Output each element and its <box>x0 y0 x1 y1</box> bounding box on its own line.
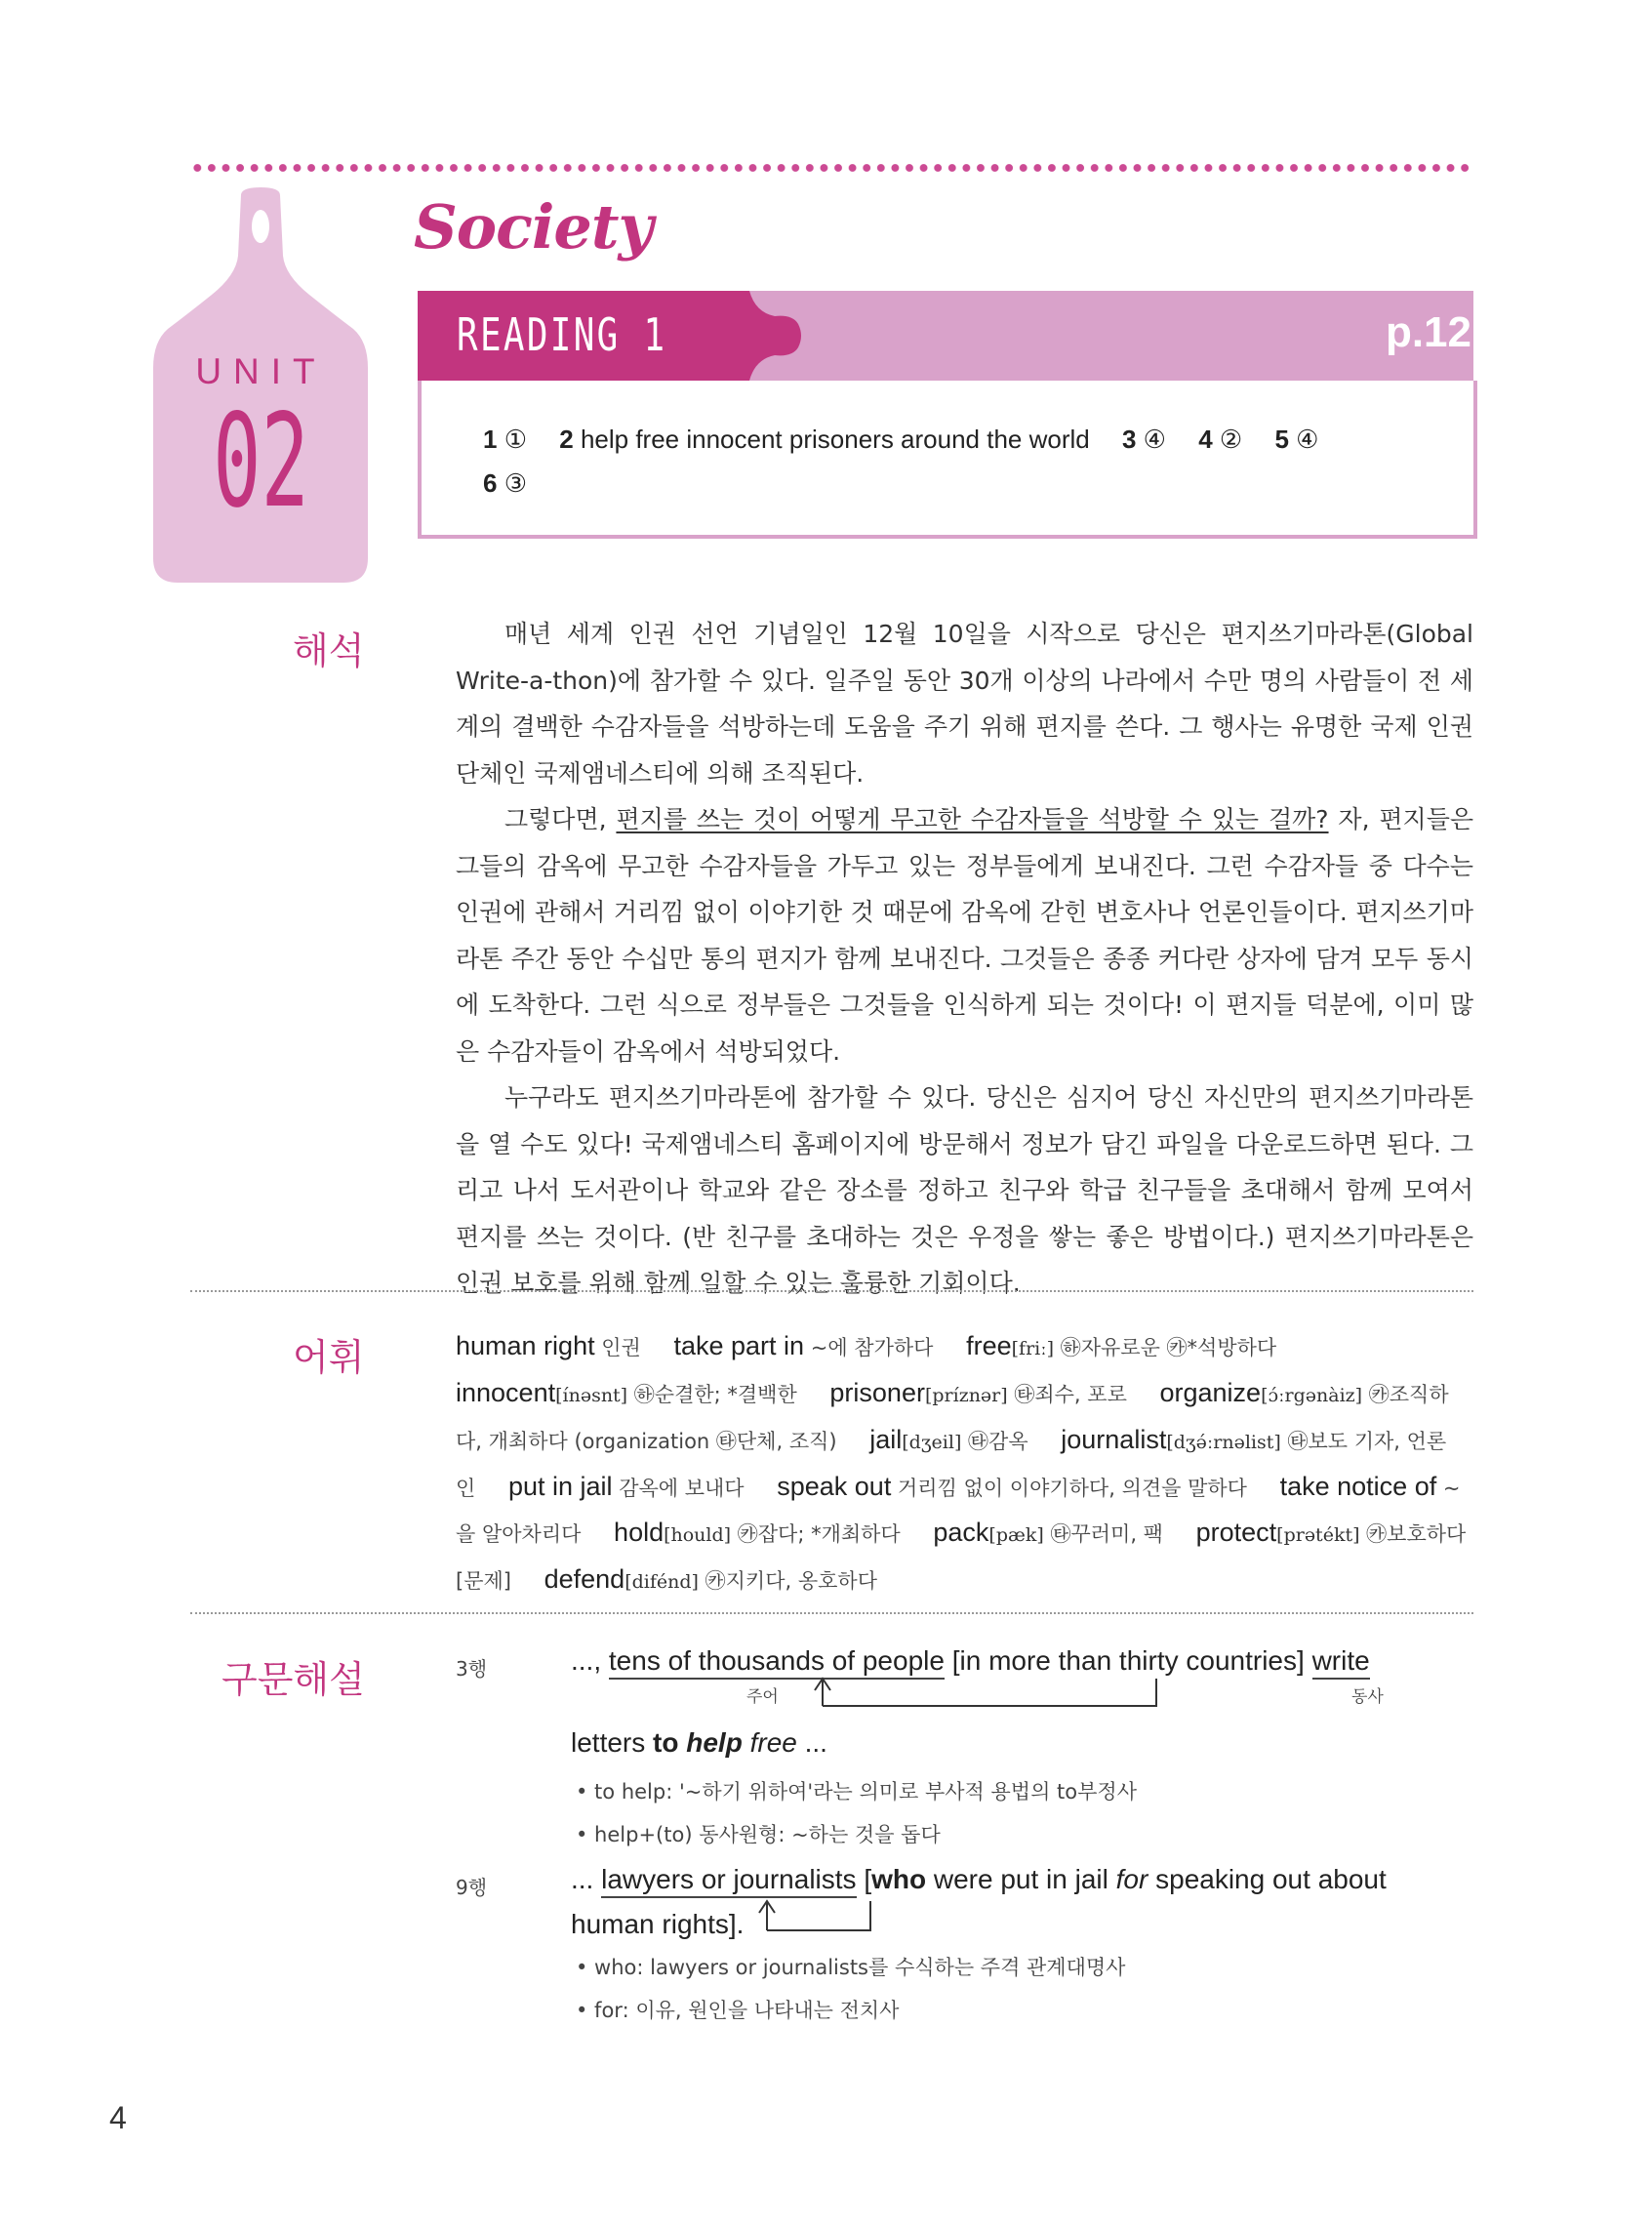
vocab-item <box>544 1566 877 1594</box>
vocab-meaning: ~을 알아차리다 <box>456 1477 1461 1546</box>
vocab-meaning: ㉸지키다, 옹호하다 <box>698 1569 877 1593</box>
vocab-word: hold <box>614 1518 665 1547</box>
answer-value: ② <box>1219 425 1243 454</box>
top-dotted-rule <box>190 164 1473 172</box>
syntax-note: • help+(to) 동사원형: ~하는 것을 돕다 <box>576 1823 941 1846</box>
verb-tag: 동사 <box>1351 1687 1384 1707</box>
syntax-note: • to help: '~하기 위하여'라는 의미로 부사적 용법의 to부정사 <box>576 1780 1137 1803</box>
answer-list <box>483 418 1318 506</box>
vocab-meaning: 인권 <box>594 1336 641 1359</box>
answer-number: 4 <box>1198 425 1213 454</box>
relative-clause-arrow <box>753 1897 880 1932</box>
modifier-arrow <box>805 1677 1166 1708</box>
answer-number: 1 <box>483 425 498 454</box>
unit-label: UNIT <box>195 351 327 391</box>
vocab-item <box>508 1474 745 1501</box>
vocab-pronunciation: [príznər] <box>924 1385 1008 1406</box>
answer-number: 5 <box>1274 425 1289 454</box>
answer-number: 2 <box>559 425 574 454</box>
syntax-note: • for: 이유, 원인을 나타내는 전치사 <box>576 1999 900 2022</box>
vocab-pronunciation: [friː] <box>1011 1338 1055 1359</box>
translation-paragraph: 누구라도 편지쓰기마라톤에 참가할 수 있다. 당신은 심지어 당신 자신만의 편지쓰기마라톤을 열 수도 있다! 국제앰네스티 홈페이지에 방문해서 정보가 담긴 파일을 다운로드하면 된다. 그리고 나서 도서관이나 학교와 같은 장소를 정하고 친구와 학급 친구들을 초대해서 함께 모여서 편지를 쓰는 것이다. (반 친구를 초대하는 것은 우정을 쌓는 좋은 방법이다.) 편지쓰기마라톤은 인권 보호를 위해 함께 일할 수 있는 훌륭한 기회이다. <box>456 1083 1473 1297</box>
answer-value: ① <box>504 425 528 454</box>
unit-number: 02 <box>213 386 309 537</box>
vocab-pronunciation: [ínəsnt] <box>555 1385 628 1406</box>
section-divider <box>190 1290 1473 1292</box>
vocab-word: take notice of <box>1279 1472 1437 1501</box>
vocab-pronunciation: [dʒeil] <box>902 1432 962 1453</box>
subject-phrase: tens of thousands of people <box>609 1645 945 1680</box>
vocab-meaning: ㉸조직하다, 개최하다 (organization ㉹단체, 조직) <box>456 1383 1449 1453</box>
translation-body <box>456 611 1473 1307</box>
vocab-meaning: ㉻순결한; *결백한 <box>627 1383 797 1406</box>
answer-value: ④ <box>1143 425 1166 454</box>
syntax-heading: 구문해설 <box>222 1658 365 1701</box>
vocab-word: jail <box>869 1425 903 1454</box>
vocab-meaning: ~에 참가하다 <box>804 1336 934 1359</box>
vocab-word: free <box>966 1331 1012 1360</box>
syntax-sentence-2: ... lawyers or journalists [who were put in jail for speaking out about <box>571 1864 1387 1895</box>
reading-label: READING 1 <box>457 308 667 361</box>
verb-word: write <box>1312 1645 1370 1680</box>
answer-value: ④ <box>1296 425 1319 454</box>
vocab-pronunciation: [ɔ́ːrgənàiz] <box>1261 1385 1363 1406</box>
vocab-word: take part in <box>673 1331 805 1360</box>
vocab-item <box>673 1333 933 1360</box>
answer-value: ③ <box>504 468 528 498</box>
syntax-sentence-1-cont: letters to help free ... <box>571 1727 827 1758</box>
syntax-sentence-2-cont: human rights]. <box>571 1909 745 1939</box>
translation-paragraph: 그렇다면, 편지를 쓰는 것이 어떻게 무고한 수감자들을 석방할 수 있는 걸까? 자, 편지들은 그들의 감옥에 무고한 수감자들을 가두고 있는 정부들에게 보내진다. 그런 수감자들 중 다수는 인권에 관해서 거리낌 없이 이야기한 것 때문에 감옥에 갇힌 변호사나 언론인들이다. 편지쓰기마라톤 주간 동안 수십만 통의 편지가 함께 보내진다. 그것들은 종종 커다란 상자에 담겨 모두 동시에 도착한다. 그런 식으로 정부들은 그것들을 인식하게 되는 것이다! 이 편지들 덕분에, 이미 많은 수감자들이 감옥에서 석방되었다. <box>456 805 1474 1066</box>
line-number: 3행 <box>456 1657 488 1681</box>
translation-heading: 해석 <box>293 629 365 672</box>
vocab-item <box>869 1427 1027 1454</box>
vocab-word: prisoner <box>829 1378 925 1407</box>
vocab-pronunciation: [dʒə́ːrnəlist] <box>1166 1432 1281 1453</box>
vocab-word: pack <box>933 1518 989 1547</box>
vocab-meaning: ㉻자유로운 ㉸*석방하다 <box>1054 1336 1277 1359</box>
vocab-item <box>933 1520 1163 1547</box>
answer-number: 3 <box>1121 425 1137 454</box>
vocab-word: speak out <box>777 1472 892 1501</box>
translation-paragraph: 매년 세계 인권 선언 기념일인 12월 10일을 시작으로 당신은 편지쓰기마라톤(Global Write-a-thon)에 참가할 수 있다. 일주일 동안 30개 이상의 나라에서 수만 명의 사람들이 전 세계의 결백한 수감자들을 석방하는데 도움을 주기 위해 편지를 쓴다. 그 행사는 유명한 국제 인권 단체인 국제앰네스티에 의해 조직된다. <box>456 620 1473 788</box>
page-reference: p.12 <box>1385 308 1471 356</box>
vocab-word: innocent <box>456 1378 556 1407</box>
vocab-item <box>829 1380 1126 1407</box>
vocab-meaning: ㉹감옥 <box>961 1430 1028 1453</box>
vocab-item <box>456 1380 797 1407</box>
vocab-meaning: ㉹꾸러미, 팩 <box>1043 1522 1163 1546</box>
vocab-word: protect <box>1195 1518 1277 1547</box>
vocab-meaning: ㉸보호하다 [문제] <box>456 1522 1467 1593</box>
vocab-meaning: 거리낌 없이 이야기하다, 의견을 말하다 <box>891 1477 1247 1500</box>
vocab-meaning: ㉹보도 기자, 언론인 <box>456 1430 1447 1500</box>
vocab-pronunciation: [hould] <box>664 1524 732 1546</box>
answer-number: 6 <box>483 468 498 498</box>
tab-handle-shape <box>742 291 820 381</box>
vocab-pronunciation: [prətékt] <box>1276 1524 1360 1546</box>
vocab-word: defend <box>544 1564 625 1594</box>
vocab-heading: 어휘 <box>293 1336 365 1379</box>
vocab-item <box>456 1333 641 1360</box>
antecedent-phrase: lawyers or journalists <box>601 1864 856 1898</box>
vocab-word: put in jail <box>507 1472 613 1501</box>
vocab-word: human right <box>456 1331 595 1360</box>
vocab-word: organize <box>1159 1378 1262 1407</box>
vocab-list <box>456 1324 1473 1604</box>
answer-value: help free innocent prisoners around the world <box>580 425 1090 454</box>
underlined-question: 편지를 쓰는 것이 어떻게 무고한 수감자들을 석방할 수 있는 걸까? <box>616 805 1329 833</box>
category-title: Society <box>414 191 653 263</box>
vocab-item <box>614 1520 901 1547</box>
syntax-note: • who: lawyers or journalists를 수식하는 주격 관계대명사 <box>576 1956 1126 1979</box>
vocab-word: journalist <box>1061 1425 1167 1454</box>
subject-tag: 주어 <box>746 1687 779 1707</box>
syntax-sentence-1: ..., tens of thousands of people [in more than thirty countries] write <box>571 1645 1370 1677</box>
page-number: 4 <box>109 2100 127 2135</box>
vocab-pronunciation: [pæk] <box>988 1524 1044 1546</box>
vocab-meaning: 감옥에 보내다 <box>612 1477 745 1500</box>
vocab-pronunciation: [difénd] <box>625 1571 699 1593</box>
vocab-item <box>966 1333 1276 1360</box>
line-number: 9행 <box>456 1876 488 1899</box>
vocab-meaning: ㉸잡다; *개최하다 <box>731 1522 901 1546</box>
section-divider <box>190 1612 1473 1614</box>
vocab-meaning: ㉹죄수, 포로 <box>1007 1383 1127 1406</box>
vocab-item <box>777 1474 1247 1501</box>
